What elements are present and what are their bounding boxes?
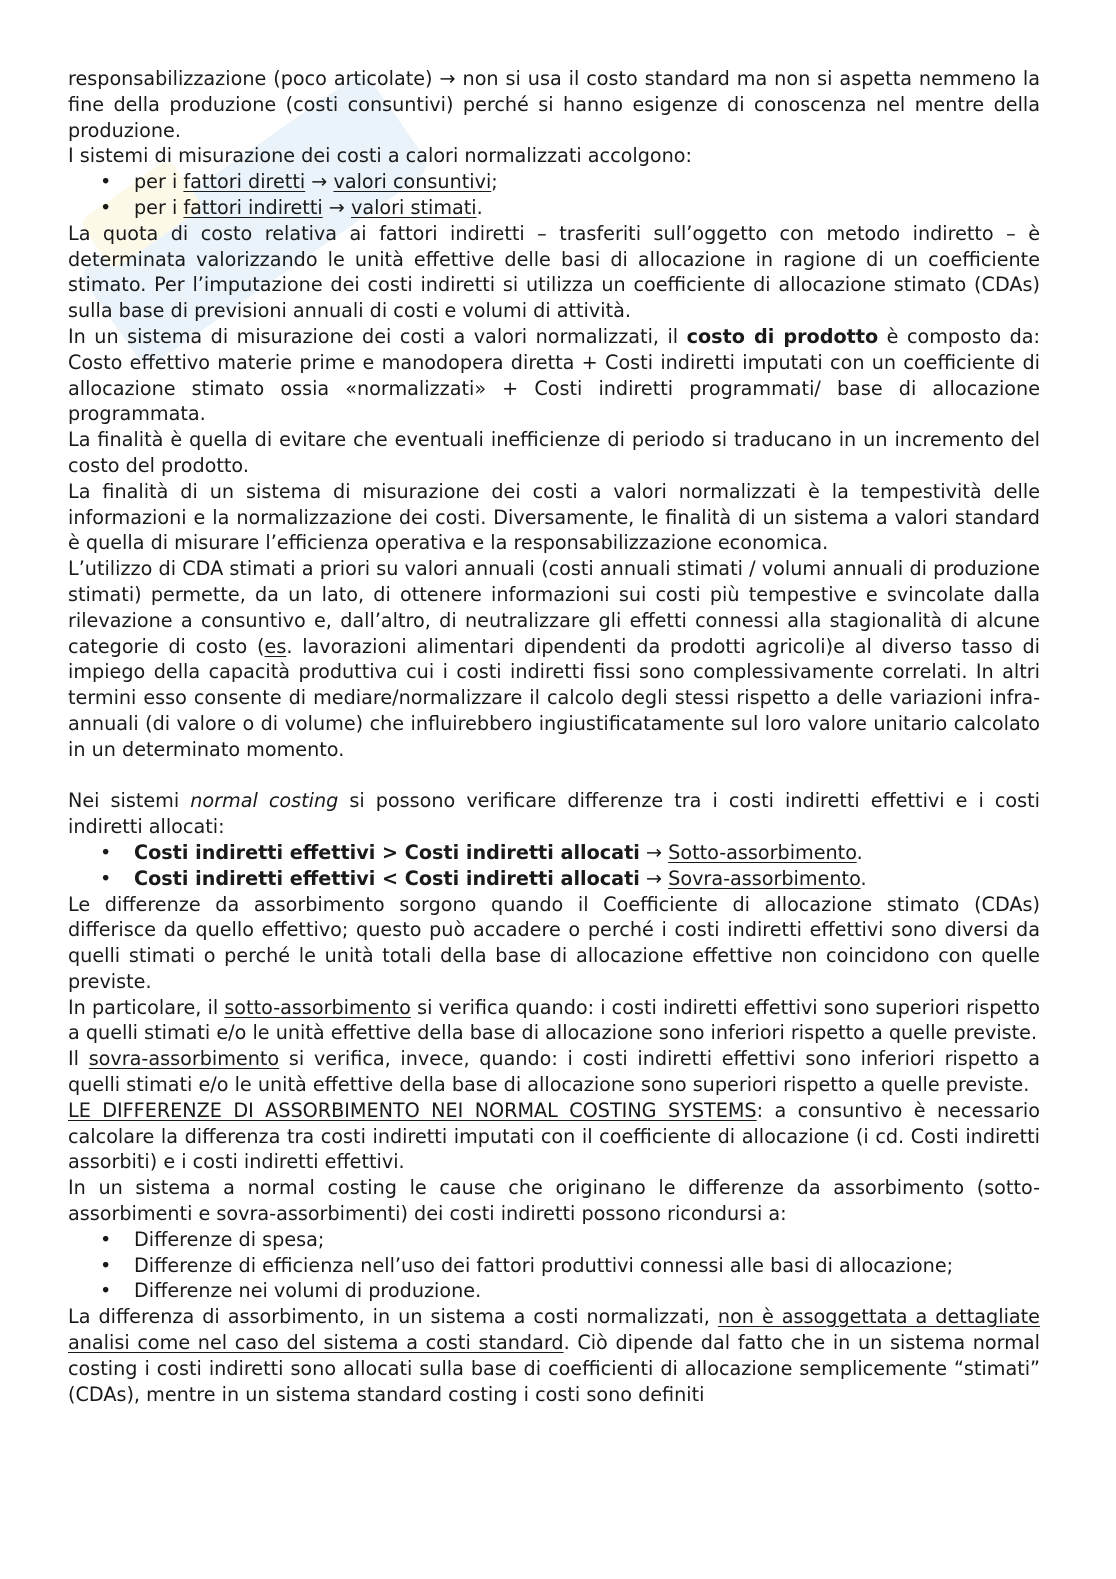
list-item: • per i fattori diretti → valori consuntivi; (100, 170, 498, 194)
paragraph-differenze: Le differenze da assorbimento sorgono quando il Coefficiente di allocazione stimato (CDAs) differisce da quello effettivo; questo può accadere o perché i costi indiretti effettivi sono diversi da quelli stimati o perché le unità totali della base di allocazione effettive non coincidono con quelle previste. (68, 892, 1040, 993)
arrow-icon: → (328, 195, 345, 219)
bullet-icon: • (100, 195, 112, 219)
blank-line (68, 763, 1040, 789)
list-cause (68, 1227, 1040, 1304)
list-item: • Costi indiretti effettivi > Costi indiretti allocati → Sotto-assorbimento. (100, 840, 863, 864)
list-item: • Costi indiretti effettivi < Costi indiretti allocati → Sovra-assorbimento. (100, 866, 867, 890)
paragraph-quota: La quota di costo relativa ai fattori indiretti – trasferiti sull’oggetto con metodo indiretto – è determinata valorizzando le unità effettive delle basi di allocazione in ragione di un coefficiente stimato. Per l’imputazione dei costi indiretti si utilizza un coefficiente di allocazione stimato (CDAs) sulla base di previsioni annuali di costi e volumi di attività. (68, 221, 1040, 323)
paragraph-sovra-assorbimento: Il sovra-assorbimento si verifica, invece, quando: i costi indiretti effettivi sono inferiori rispetto a quelli stimati e/o le unità effettive della base di allocazione sono superiori rispetto a quelle previste. (68, 1047, 1040, 1097)
list-assorbimento (68, 840, 1040, 892)
bullet-icon: • (100, 1227, 112, 1251)
document-page (68, 66, 1040, 1407)
paragraph-heading-differenze: LE DIFFERENZE DI ASSORBIMENTO NEI NORMAL COSTING SYSTEMS: a consuntivo è necessario calcolare la differenza tra costi indiretti imputati con il coefficiente di allocazione (i cd. Costi indiretti assorbiti) e i costi indiretti effettivi. (68, 1098, 1040, 1174)
paragraph-sotto-assorbimento: In particolare, il sotto-assorbimento si verifica quando: i costi indiretti effettivi sono superiori rispetto a quelli stimati e/o le unità effettive della base di allocazione sono inferiori rispetto a quelle previste. (68, 995, 1040, 1045)
arrow-icon: → (645, 866, 663, 890)
paragraph-conclusione: La differenza di assorbimento, in un sistema a costi normalizzati, non è assoggettata a dettagliate analisi come nel caso del sistema a costi standard. Ciò dipende dal fatto che in un sistema normal costing i costi indiretti sono allocati sulla base di coefficienti di allocazione semplicemente “stimati” (CDAs), mentre in un sistema standard costing i costi sono definiti (68, 1305, 1041, 1406)
bullet-icon: • (100, 840, 112, 864)
list-item: • Differenze nei volumi di produzione. (100, 1279, 482, 1303)
list-item: • Differenze di spesa; (100, 1227, 325, 1251)
paragraph-sistemi: I sistemi di misurazione dei costi a calori normalizzati accolgono: (68, 144, 693, 168)
paragraph-costo-prodotto: In un sistema di misurazione dei costi a valori normalizzati, il costo di prodotto è composto da: Costo effettivo materie prime e manodopera diretta + Costi indiretti imputati con un coefficiente di allocazione stimato ossia «normalizzati» + Costi indiretti programmati/ base di allocazione programmata. (68, 324, 1040, 426)
paragraph-finalita-2: La finalità di un sistema di misurazione dei costi a valori normalizzati è la tempestività delle informazioni e la normalizzazione dei costi. Diversamente, le finalità di un sistema a valori standard è quella di misurare l’efficienza operativa e la responsabilizzazione economica. (68, 479, 1040, 555)
bullet-icon: • (100, 1253, 112, 1277)
intro-paragraph: responsabilizzazione (poco articolate) → non si usa il costo standard ma non si aspetta nemmeno la fine della produzione (costi consuntivi) perché si hanno esigenze di conoscenza nel mentre della produzione. (68, 67, 1040, 142)
paragraph-finalita-1: La finalità è quella di evitare che eventuali inefficienze di periodo si traducano in un incremento del costo del prodotto. (68, 428, 1040, 477)
arrow-icon: → (439, 67, 456, 90)
paragraph-utilizzo: L’utilizzo di CDA stimati a priori su valori annuali (costi annuali stimati / volumi annuali di produzione stimati) permette, da un lato, di ottenere informazioni sui costi più tempestive e svincolate dalla rilevazione a consuntivo e, dall’altro, di neutralizzare gli effetti connessi alla stagionalità di alcune categorie di costo (es. lavorazioni alimentari dipendenti da prodotti agricoli)e al diverso tasso di impiego della capacità produttiva cui i costi indiretti fissi sono complessivamente correlati. In altri termini esso consente di mediare/normalizzare il calcolo degli stessi rispetto a delle variazioni infra-annuali (di valore o di volume) che influirebbero ingiustificatamente sul loro valore unitario calcolato in un determinato momento. (68, 557, 1040, 761)
bullet-icon: • (100, 170, 112, 194)
arrow-icon: → (645, 840, 663, 864)
list-item: • Differenze di efficienza nell’uso dei fattori produttivi connessi alle basi di allocazione; (100, 1253, 954, 1277)
list-fattori (68, 169, 1040, 221)
list-item: • per i fattori indiretti → valori stimati. (100, 195, 483, 219)
arrow-icon: → (311, 170, 328, 194)
paragraph-normal-costing: Nei sistemi normal costing si possono verificare differenze tra i costi indiretti effettivi e i costi indiretti allocati: (68, 789, 1040, 839)
bullet-icon: • (100, 866, 112, 890)
bullet-icon: • (100, 1279, 112, 1303)
paragraph-cause: In un sistema a normal costing le cause che originano le differenze da assorbimento (sotto-assorbimenti e sovra-assorbimenti) dei costi indiretti possono ricondursi a: (68, 1176, 1040, 1226)
